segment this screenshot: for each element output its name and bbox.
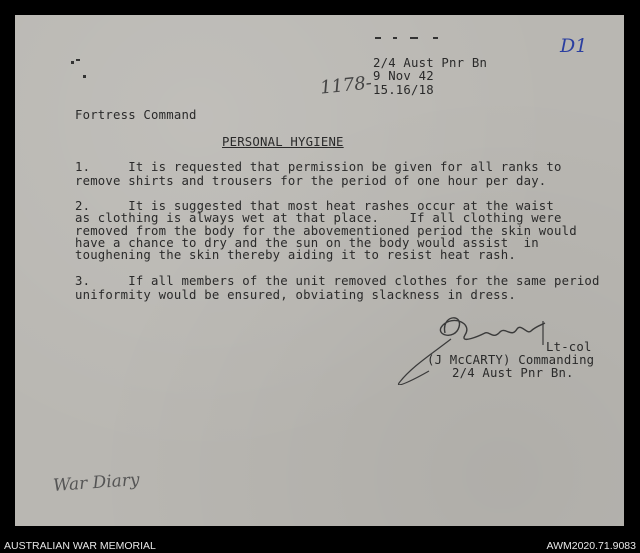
addressee: Fortress Command bbox=[75, 108, 197, 122]
paragraph-3-line-1: 3. If all members of the unit removed clothes for the same period bbox=[75, 274, 600, 288]
header-date: 9 Nov 42 bbox=[373, 69, 434, 83]
footer-right: AWM2020.71.9083 bbox=[546, 540, 636, 552]
paragraph-2-line-1: 2. It is suggested that most heat rashes occur at the waist bbox=[75, 199, 555, 213]
war-diary-annotation: War Diary bbox=[52, 470, 141, 496]
signature-text: J McCarty bbox=[393, 305, 399, 306]
signature-unit: 2/4 Aust Pnr Bn. bbox=[452, 366, 574, 380]
header-unit: 2/4 Aust Pnr Bn bbox=[373, 56, 488, 70]
header-ref: 15.16/18 bbox=[373, 83, 434, 97]
paragraph-2-line-2: as clothing is always wet at that place. If all clothing were bbox=[75, 211, 562, 225]
paragraph-1-line-2: remove shirts and trousers for the period of one hour per day. bbox=[75, 174, 547, 188]
paragraph-2-line-5: toughening the skin thereby aiding it to resist heat rash. bbox=[75, 248, 516, 262]
document-page bbox=[15, 15, 624, 526]
paragraph-1-line-1: 1. It is requested that permission be given for all ranks to bbox=[75, 160, 562, 174]
footer-left: AUSTRALIAN WAR MEMORIAL bbox=[4, 540, 156, 552]
signature-name: (J McCARTY) Commanding bbox=[427, 353, 595, 367]
paragraph-2-line-4: have a chance to dry and the sun on the body would assist in bbox=[75, 236, 539, 250]
signature-rank: Lt-col bbox=[546, 340, 592, 354]
paragraph-2-line-3: removed from the body for the abovementioned period the skin would bbox=[75, 224, 577, 238]
document-title: PERSONAL HYGIENE bbox=[222, 135, 344, 149]
handwritten-ref: 1178- bbox=[319, 72, 373, 99]
corner-mark: D1 bbox=[560, 35, 588, 57]
paragraph-3-line-2: uniformity would be ensured, obviating slackness in dress. bbox=[75, 288, 516, 302]
